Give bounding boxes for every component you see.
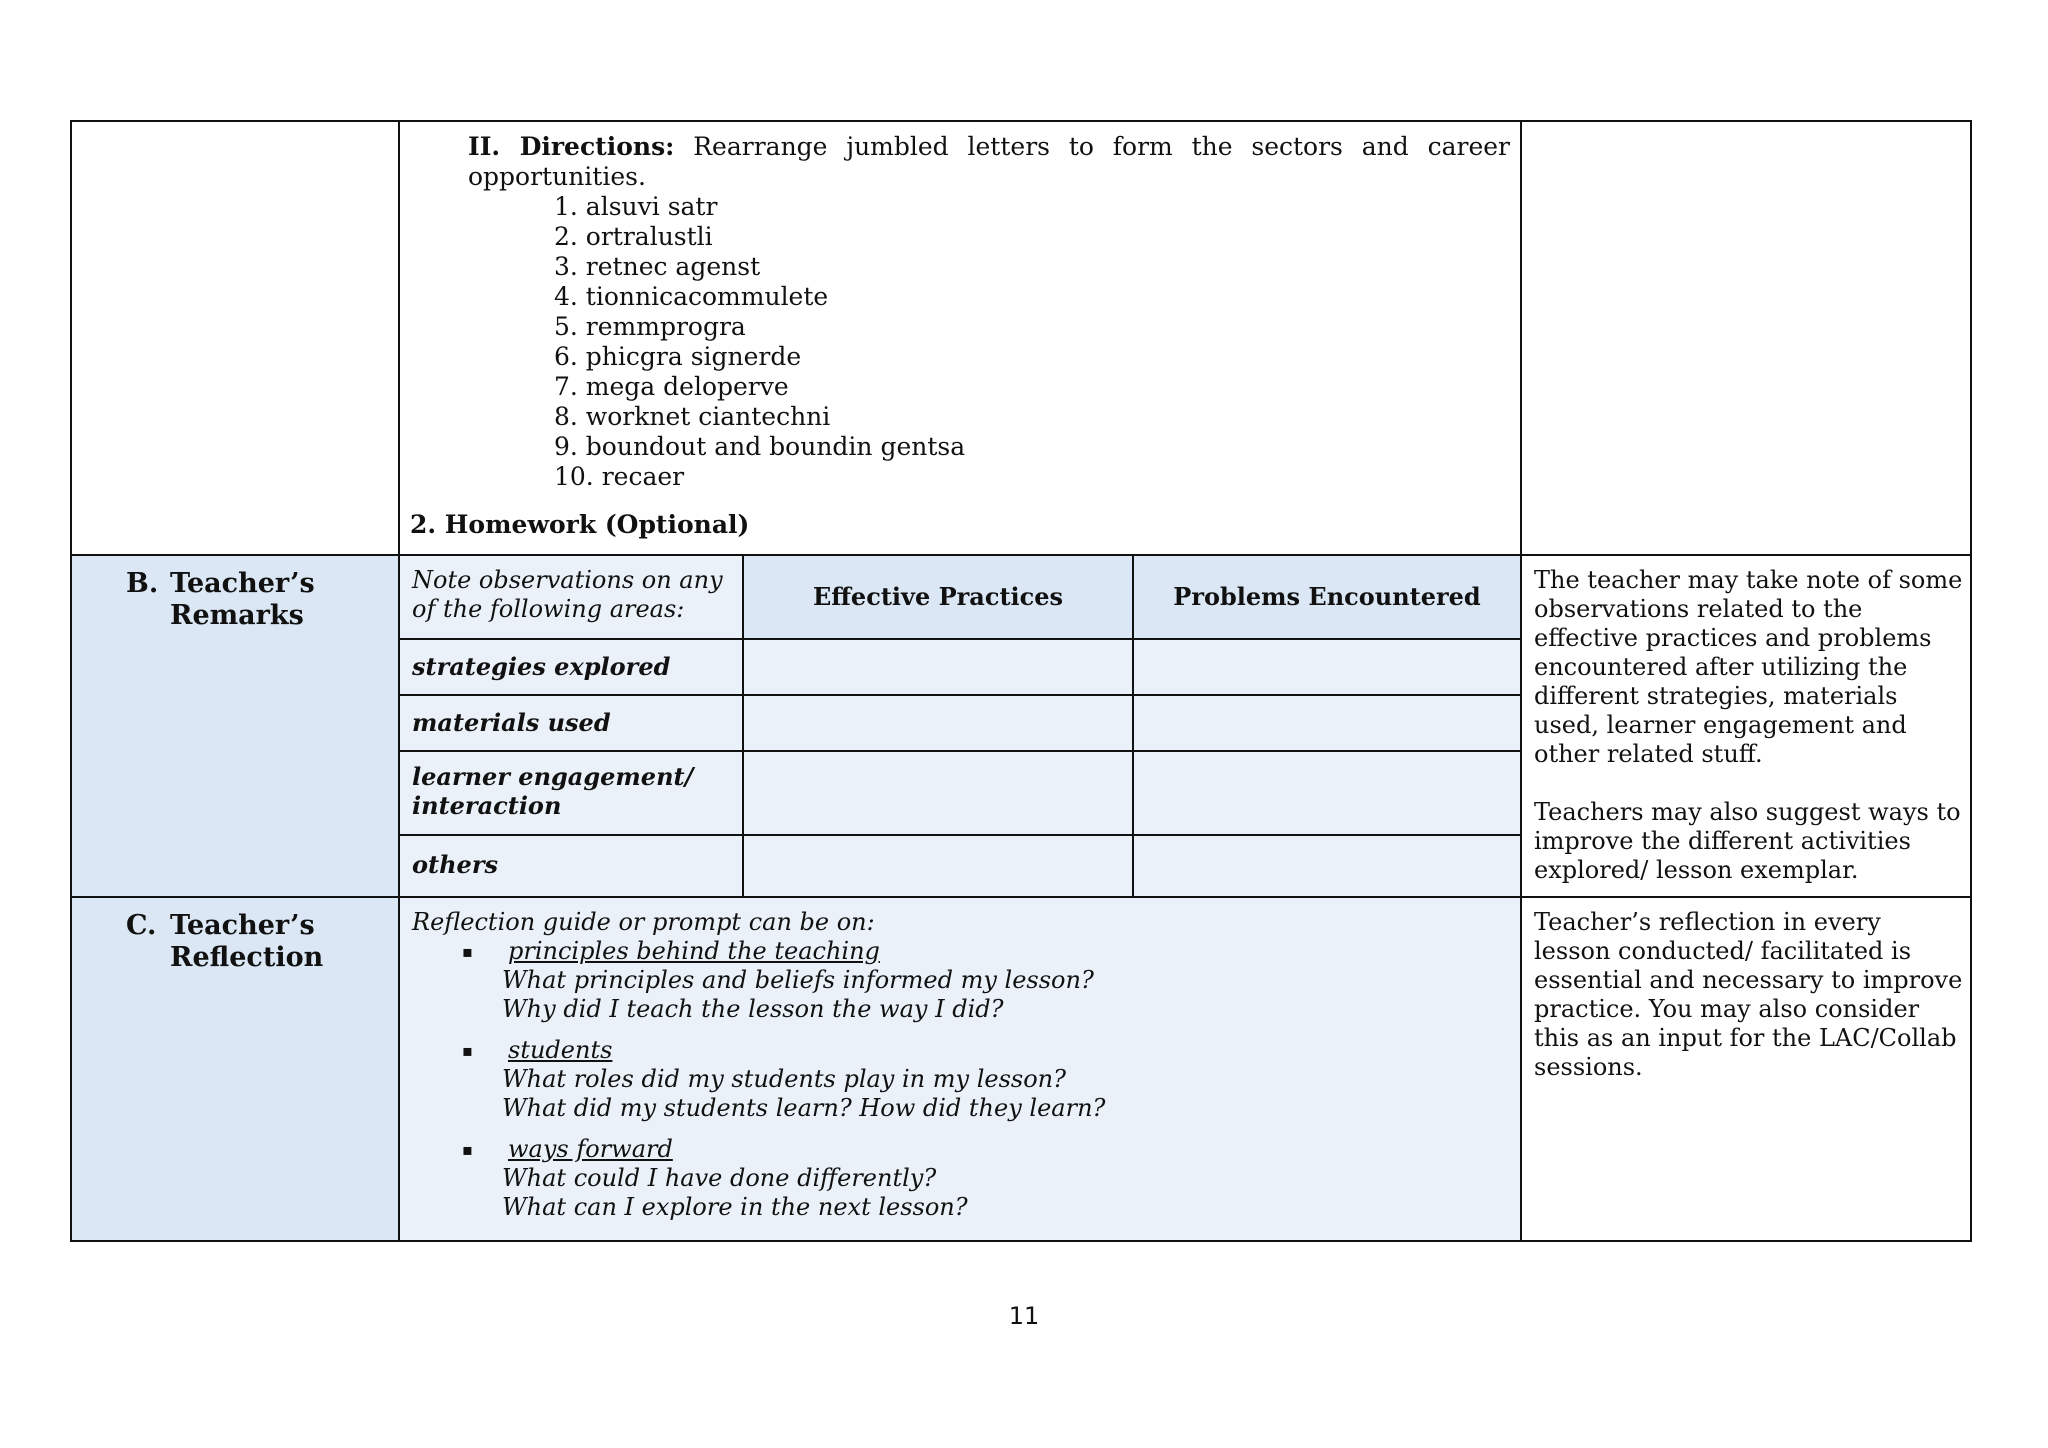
problems-cell — [1132, 750, 1522, 836]
row-label-strategies: strategies explored — [412, 652, 671, 681]
list-item: 5. remmprogra — [554, 312, 746, 341]
reflection-heading: students — [508, 1036, 613, 1064]
reflection-heading: principles behind the teaching — [508, 937, 880, 965]
list-item: 1. alsuvi satr — [554, 192, 718, 221]
reflection-intro: Reflection guide or prompt can be on: — [412, 908, 875, 936]
list-item: 7. mega deloperve — [554, 372, 789, 401]
list-item: 6. phicgra signerde — [554, 342, 802, 371]
row1-right-cell — [1520, 120, 1972, 556]
page-number: 11 — [1008, 1302, 1040, 1330]
effective-practices-header: Effective Practices — [812, 582, 1064, 611]
directions-line2: opportunities. — [468, 162, 646, 191]
reflection-guide-text: Teacher’s reflection in every lesson conducted/ facilitated is essential and necessary to improve practice. You may also consider this as an input for the LAC/Collab sessions. — [1534, 908, 1963, 1081]
bullet-icon: ▪ — [462, 1140, 473, 1159]
note-prompt: Note observations on any of the following areas: — [412, 566, 723, 623]
problems-cell — [1132, 694, 1522, 752]
homework-heading: 2. Homework (Optional) — [410, 510, 750, 539]
directions-label: II. Directions: — [468, 132, 675, 161]
row-label-materials: materials used — [412, 708, 611, 737]
bullet-icon: ▪ — [462, 942, 473, 961]
lesson-table — [70, 120, 1972, 1242]
list-item: 2. ortralustli — [554, 222, 713, 251]
reflection-group: ▪ ways forward What could I have done differently? What can I explore in the next lesson? — [462, 1135, 968, 1221]
directions-block — [468, 132, 1510, 492]
reflection-title: C. Teacher’s Reflection — [126, 910, 324, 973]
jumbled-word-list — [468, 192, 1510, 492]
effective-cell — [742, 638, 1134, 696]
remarks-title: B. Teacher’s Remarks — [126, 568, 315, 631]
problems-encountered-header: Problems Encountered — [1173, 582, 1481, 611]
reflection-group: ▪ students What roles did my students play in my lesson? What did my students learn? How did they learn? — [462, 1036, 1106, 1122]
list-item: 3. retnec agenst — [554, 252, 761, 281]
row-label-others: others — [412, 850, 498, 879]
problems-cell — [1132, 834, 1522, 898]
reflection-group: ▪ principles behind the teaching What principles and beliefs informed my lesson? Why did I teach the lesson the way I did? — [462, 937, 1094, 1023]
list-item: 4. tionnicacommulete — [554, 282, 829, 311]
remarks-guide-text: The teacher may take note of some observations related to the effective practices and problems encountered after utilizing the different strategies, materials used, learner engagement and other related stuff. Teachers may also suggest ways to improve the different activities explored/ lesson exemplar. — [1534, 566, 1963, 884]
list-item: 10. recaer — [554, 462, 685, 491]
effective-cell — [742, 750, 1134, 836]
effective-cell — [742, 694, 1134, 752]
reflection-heading: ways forward — [508, 1135, 673, 1163]
row-label-engagement: learner engagement/ interaction — [412, 762, 694, 820]
effective-cell — [742, 834, 1134, 898]
problems-cell — [1132, 638, 1522, 696]
reflection-prompts — [412, 908, 1522, 1222]
bullet-icon: ▪ — [462, 1041, 473, 1060]
row1-left-cell — [70, 120, 400, 556]
list-item: 8. worknet ciantechni — [554, 402, 831, 431]
list-item: 9. boundout and boundin gentsa — [554, 432, 966, 461]
directions-line1: II. Directions: Rearrange jumbled letters to form the sectors and career — [468, 132, 1510, 161]
